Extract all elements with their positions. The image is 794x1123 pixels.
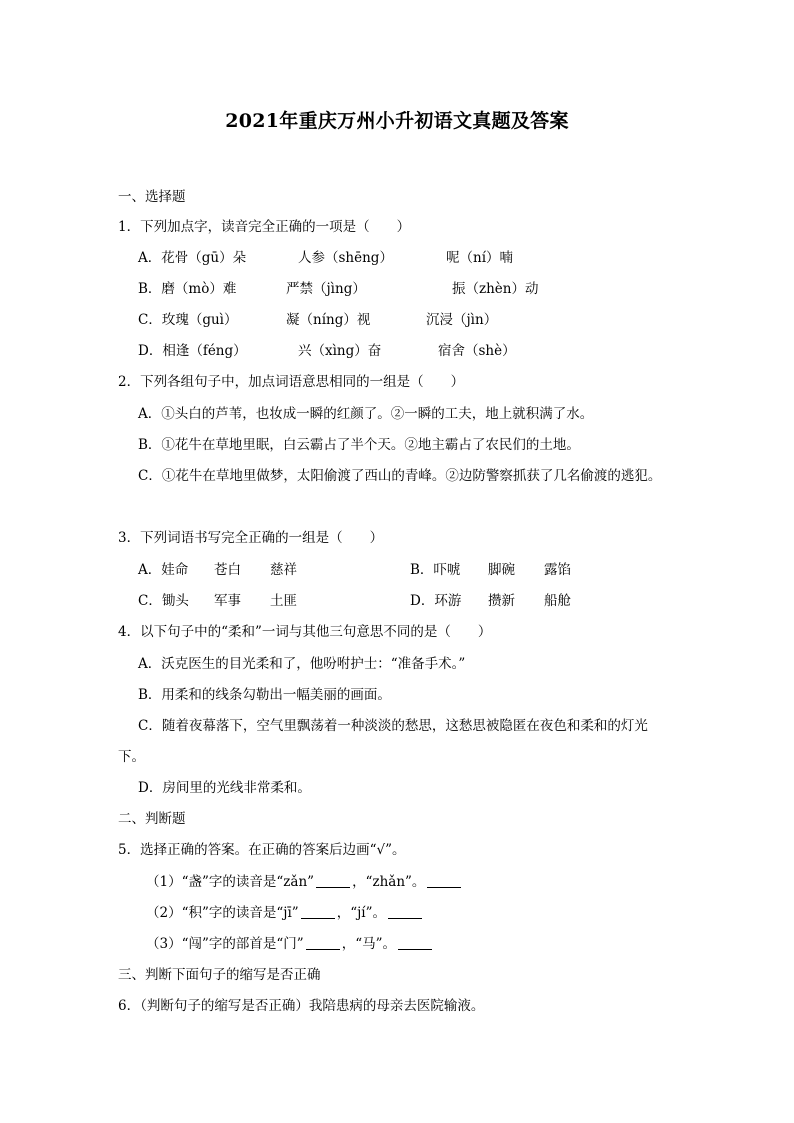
question-4-option-b: B．用柔和的线条勾勒出一幅美丽的画面。 bbox=[138, 687, 391, 703]
question-3-stem: 3．下列词语书写完全正确的一组是（ ） bbox=[118, 530, 384, 546]
item-1-prompt: （1）“盏”字的读音是“zǎn” bbox=[146, 874, 315, 890]
option-a-word-1: A．娃命 bbox=[138, 562, 189, 578]
option-a-word-3: 慈祥 bbox=[270, 562, 297, 578]
question-1-option-a bbox=[138, 248, 513, 268]
question-1-option-c bbox=[138, 310, 497, 330]
item-3-blank-1[interactable] bbox=[306, 937, 340, 950]
question-5-item-2 bbox=[146, 903, 424, 923]
item-2-blank-1[interactable] bbox=[301, 906, 335, 919]
option-a-word-2: 苍白 bbox=[214, 562, 241, 578]
section-heading-choice: 一、选择题 bbox=[118, 189, 186, 205]
item-2-blank-2[interactable] bbox=[388, 906, 422, 919]
option-b-word-2: 脚碗 bbox=[488, 562, 515, 578]
question-4-option-d: D．房间里的光线非常柔和。 bbox=[138, 780, 311, 796]
item-1-second-choice: ，“zhǎn”。 bbox=[352, 874, 426, 890]
option-c-part-2: 凝（níng）视 bbox=[286, 312, 371, 328]
question-4-option-c-line-2: 下。 bbox=[118, 749, 145, 765]
page-title: 2021年重庆万州小升初语文真题及答案 bbox=[225, 110, 569, 132]
item-3-prompt: （3）“闯”字的部首是“门” bbox=[146, 936, 304, 952]
item-3-second-choice: ，“马”。 bbox=[341, 936, 397, 952]
option-b-word-1: B．吓唬 bbox=[410, 562, 461, 578]
option-b-part-3: 振（zhèn）动 bbox=[452, 281, 539, 297]
item-1-blank-2[interactable] bbox=[427, 875, 461, 888]
section-heading-judgement: 二、判断题 bbox=[118, 811, 186, 827]
question-1-option-d bbox=[138, 341, 516, 361]
option-d-part-1: D．相逢（féng） bbox=[138, 343, 247, 359]
option-d-part-3: 宿舍（shè） bbox=[438, 343, 516, 359]
item-1-blank-1[interactable] bbox=[316, 875, 350, 888]
question-4-option-a: A．沃克医生的目光柔和了，他吩咐护士：“准备手术。” bbox=[138, 656, 466, 672]
option-b-part-2: 严禁（jìng） bbox=[286, 281, 366, 297]
question-5-stem: 5．选择正确的答案。在正确的答案后边画“√”。 bbox=[118, 842, 406, 858]
question-2-option-a: A．①头白的芦苇，也妆成一瞬的红颜了。②一瞬的工夫，地上就积满了水。 bbox=[138, 406, 594, 422]
question-5-item-1 bbox=[146, 872, 463, 892]
item-2-second-choice: ，“jí”。 bbox=[336, 905, 387, 921]
question-5-item-3 bbox=[146, 934, 434, 954]
option-c-word-1: C．锄头 bbox=[138, 593, 189, 609]
option-d-part-2: 兴（xìng）奋 bbox=[298, 343, 382, 359]
option-c-word-2: 军事 bbox=[214, 593, 241, 609]
option-d-word-2: 攒新 bbox=[488, 593, 515, 609]
option-d-word-1: D．环游 bbox=[410, 593, 462, 609]
section-heading-abridge: 三、判断下面句子的缩写是否正确 bbox=[118, 967, 321, 983]
question-1-option-b bbox=[138, 279, 539, 299]
question-6-stem: 6．（判断句子的缩写是否正确）我陪患病的母亲去医院输液。 bbox=[118, 998, 485, 1014]
option-c-part-3: 沉浸（jìn） bbox=[426, 312, 498, 328]
option-b-word-3: 露馅 bbox=[544, 562, 571, 578]
question-1-stem: 1．下列加点字，读音完全正确的一项是（ ） bbox=[118, 219, 411, 235]
option-b-part-1: B．磨（mò）难 bbox=[138, 281, 237, 297]
question-3-row-2 bbox=[138, 591, 571, 611]
question-2-option-c: C．①花牛在草地里做梦，太阳偷渡了西山的青峰。②边防警察抓获了几名偷渡的逃犯。 bbox=[138, 468, 662, 484]
option-a-part-2: 人参（shēng） bbox=[298, 250, 393, 266]
question-4-option-c-line-1: C．随着夜幕落下，空气里飘荡着一种淡淡的愁思，这愁思被隐匿在夜色和柔和的灯光 bbox=[138, 718, 648, 734]
option-c-word-3: 土匪 bbox=[270, 593, 297, 609]
question-3-row-1 bbox=[138, 560, 571, 580]
question-4-stem: 4．以下句子中的“柔和”一词与其他三句意思不同的是（ ） bbox=[118, 624, 492, 640]
item-2-prompt: （2）“积”字的读音是“jī” bbox=[146, 905, 299, 921]
option-d-word-3: 船舱 bbox=[544, 593, 571, 609]
question-2-stem: 2．下列各组句子中，加点词语意思相同的一组是（ ） bbox=[118, 374, 465, 390]
question-2-option-b: B．①花牛在草地里眠，白云霸占了半个天。②地主霸占了农民们的土地。 bbox=[138, 437, 580, 453]
option-c-part-1: C．玫瑰（guì） bbox=[138, 312, 238, 328]
option-a-part-1: A．花骨（gū）朵 bbox=[138, 250, 247, 266]
option-a-part-3: 呢（ní）喃 bbox=[446, 250, 514, 266]
item-3-blank-2[interactable] bbox=[398, 937, 432, 950]
